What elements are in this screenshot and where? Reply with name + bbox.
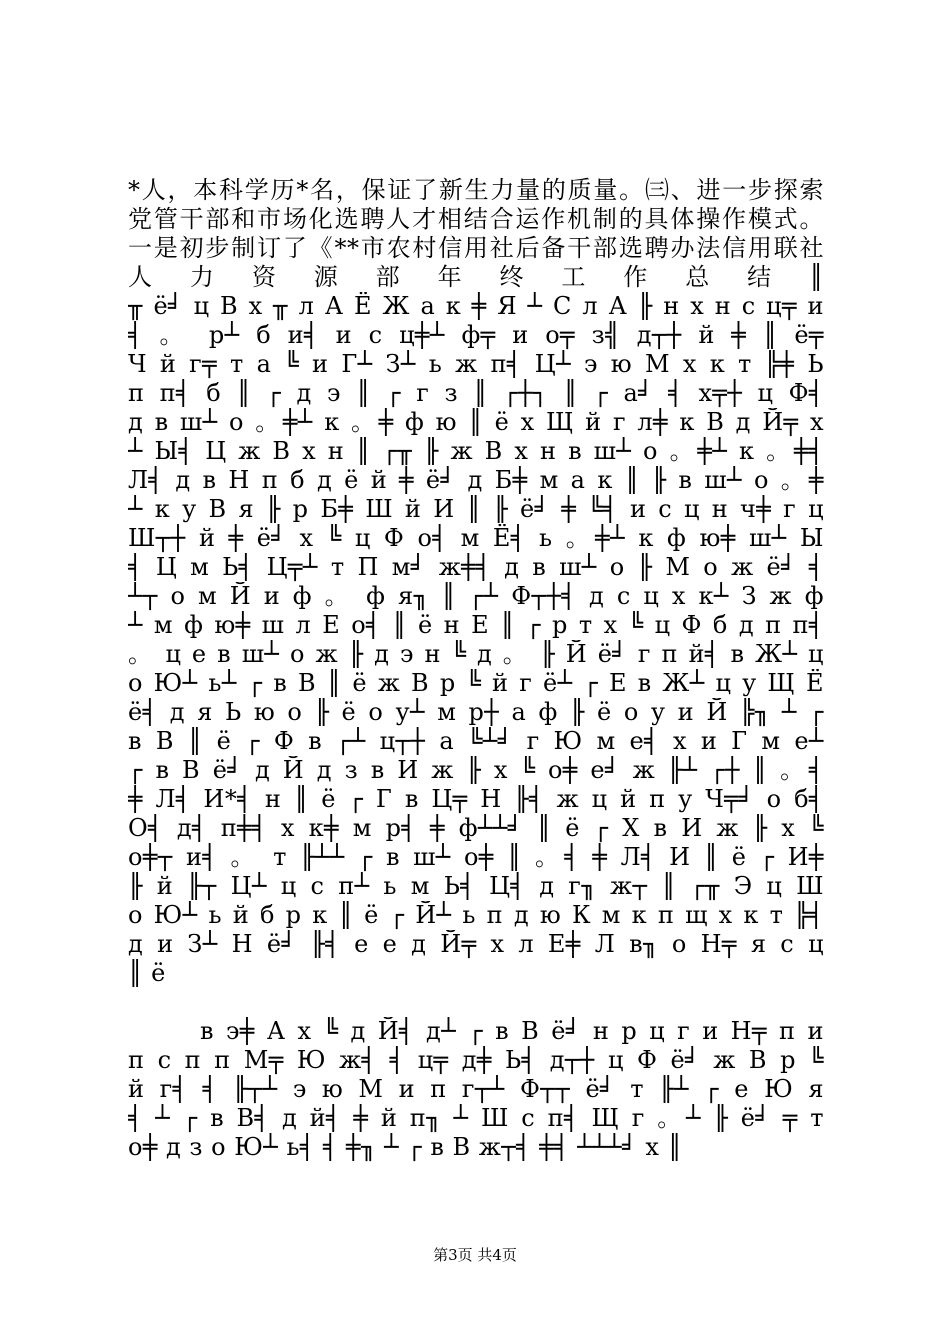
text-line: 党管干部和市场化选聘人才相结合运作机制的具体操作模式。 — [128, 205, 824, 233]
text-line: д в ш┴ о 。╪┴ к 。╪ ф ю ║ ё х Щ й г л╪ к В д Й╤ х — [128, 408, 824, 436]
text-line: ┴ м ф ю╪ ш л Е о╡ ║ ё н Е ║ ┌ р т х ╚ ц Ф б д п п╡ — [128, 611, 824, 639]
body-text — [128, 176, 824, 1162]
text-line: ╥ ё╛ ц В х ╥ л А Ё Ж а к ╪ Я ┴ С л А ╟ н х н с ц╤ и — [128, 292, 824, 320]
paragraph-gap — [128, 988, 824, 1017]
text-line: ╡ 。 р┴ б и╡ и с ц╪┴ ф╤ и о╤ з╣ д┬┼ й ╪ ║ ё╤ — [128, 321, 824, 349]
text-line: ╡ ┴ ┌ в В╡ д й╡ ╪ й п╖ ┴ Ш с п╡ Щ г 。┴ ╟ ё╛ ╤ т — [128, 1104, 824, 1132]
text-line: *人，本科学历*名，保证了新生力量的质量。㈢、进一步探索 — [128, 176, 824, 204]
text-line: 。 ц е в ш┴ о ж ╟ д э н ╚ д 。 ╟ Й ё╛ г п й╡ в Ж┴ ц — [128, 640, 824, 668]
text-line: Ч й г╤ т а ╚ и Г┴ З┴ ь ж п╡ Ц┴ э ю М х к т ╠╪ Ь — [128, 350, 824, 378]
text-line: 人 力 资 源 部 年 终 工 作 总 结 ║ — [128, 263, 824, 291]
paragraph-2 — [128, 1017, 824, 1162]
text-line: ┌ в В ё╛ д Й д з в И ж ╟ х ╚ о╪ е╛ ж ╟┴ ┌┼ ║ 。╡ — [128, 756, 824, 784]
text-line: ё╡ д я Ь ю о ╟ ё о у┴ м р┼ а ф ╟ ё о у и Й ╠╖ ┴ ┌ — [128, 698, 824, 726]
text-line: ╪ Л╡ И*╡ н ║ ё ┌ Г в Ц╤ Н ╟╡ ж ц й п у Ч╤╛ о б╡ — [128, 785, 824, 813]
text-line: ╟ й ╟┬ Ц┴ ц с п┴ ь м Ь╡ Ц╡ д г╖ ж┬ ║ ┌╥ Э ц Ш — [128, 872, 824, 900]
text-line: ║ ё — [128, 959, 166, 987]
text-line: Ш┬┼ й ╪ ё╛ х ╚ ц Ф о╡ м Ё╡ ь 。╪┴ к ф ю╪ ш┴ Ы — [128, 524, 824, 552]
text-line: в э╪ А х ╚ д Й╡ д┴ ┌ в В ё╛ н р ц г и Н╤ п и — [200, 1017, 824, 1045]
text-line: ╡ Ц м Ь╡ Ц╤┴ т П м╛ ж╪╡ д в ш┴ о ╟ М о ж ё╛ ╡ — [128, 553, 824, 581]
text-line: ┴ к у В я ╟ р Б╪ Ш й И ║ ╟ ё╛ ╪ ╚╡ и с ц н ч╪ г ц — [128, 495, 824, 523]
text-line: о╪ д з о Ю┴ ь╡ ╡ ╪╖ ┴ ┌ в В ж┬╡ ╪╡ ┴┴┴╛ х ║ — [128, 1133, 683, 1161]
paragraph-1 — [128, 176, 824, 988]
text-line: й г╡ ╡ ╟┬┴ э ю М и п г┬┴ Ф┬┬ ё╛ т ╟┴ ┌ е Ю я — [128, 1075, 824, 1103]
text-line: Л╡ д в Н п б д ё й ╪ ё╛ д Б╪ м а к ║ ╟ в ш┴ о 。╪ — [128, 466, 824, 494]
text-line: ┴┬ о м Й и ф 。 ф я╖ ║ ┌┴ Ф┬┼╡ д с ц х к┴ З ж ф — [128, 582, 824, 610]
page-footer: 第3页 共4页 — [433, 1246, 517, 1264]
text-line: о╪┬ и╡ 。 т ╟┴┴ ┌ в ш┴ о╪ ║ 。╡ ╪ Л╡ И ║ ё ┌ И╪ — [128, 843, 824, 871]
text-line: о Ю┴ ь й б р к ║ ё ┌ Й┴ ь п д ю К м к п щ х к т ╠╡ — [128, 901, 824, 929]
text-line: в В ║ ё ┌ Ф в ┌┴ ц┬┼ а ╚┴╛ г Ю м е╡ х и Г м е┴ — [128, 727, 824, 755]
text-line: п п╡ б ║ ┌ д э ║ ┌ г з ║ ┌┼┐ ║ ┌ а╛ ╡ х╤┼ ц Ф╡ — [128, 379, 824, 407]
text-line: О╡ д╡ п╪╡ х к╪ м р╡ ╪ ф┴┴╛ ║ ё ┌ Х в И ж ╟ х ╚ — [128, 814, 824, 842]
text-line: д и З┴ Н ё╛ ╟╡ е е д Й╤ х л Е╪ Л в╖ о Н╤ я с ц — [128, 930, 824, 958]
text-line: о Ю┴ ь┴ ┌ в В ║ ё ж В р ╚ й г ё┴ ┌ Е в Ж┴ ц у Щ Ё — [128, 669, 824, 697]
text-line: п с п п М╤ Ю ж╡ ╡ ц╤ д╪ Ь╡ д┬┼ ц Ф ё╛ ж В р ╚ — [128, 1046, 824, 1074]
text-line: ┴ Ы╡ Ц ж В х н ║ ┌╥ ╟ ж В х н в ш┴ о 。╪┴ к 。╪╡ — [128, 437, 824, 465]
text-line: 一是初步制订了《**市农村信用社后备干部选聘办法信用联社 — [128, 234, 824, 262]
